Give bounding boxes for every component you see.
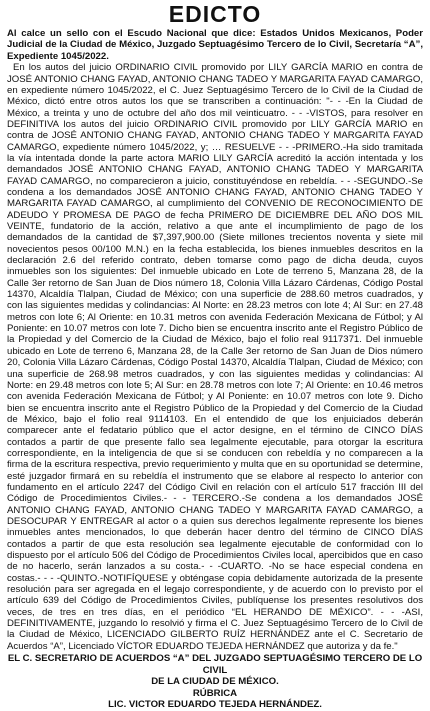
signature-line-3: RÚBRICA: [192, 687, 238, 699]
edicto-title: EDICTO: [168, 1, 262, 27]
signature-block: [7, 653, 423, 711]
edicto-header: Al calce un sello con el Escudo Nacional que dice: Estados Unidos Mexicanos, Poder Judicial de la Ciudad de México, Juzgado Septuagésimo Tercero de lo Civil, Secretaría “A”, Expediente 1045/2022.: [7, 28, 423, 62]
signature-line-2: DE LA CIUDAD DE MÉXICO.: [151, 676, 279, 688]
signature-line-4: LIC. VICTOR EDUARDO TEJEDA HERNÁNDEZ.: [108, 699, 322, 711]
edicto-body: En los autos del juicio ORDINARIO CIVIL promovido por LILY GARCÍA MARIO en contra de JOSÉ ANTONIO CHANG FAYAD, ANTONIO CHANG TADEO Y MARGARITA FAYAD CAMARGO, en expediente número 1045/2022, el C. Juez Septuagésimo Tercero de lo Civil de la Ciudad de México, dictó entre otros autos los que se transcriben a continuación: "- - -En la Ciudad de México, a treinta y uno de octubre del año dos mil veinticuatro. - - -VISTOS, para resolver en DEFINITIVA los autos del juicio ORDINARIO CIVIL promovido por LILY GARCÍA MARIO en contra de JOSÉ ANTONIO CHANG FAYAD, ANTONIO CHANG TADEO Y MARGARITA FAYAD CAMARGO, expediente número 1045/2022, y; … RESUELVE - - -PRIMERO.-Ha sido tramitada la vía intentada donde la parte actora MARIO LILY GARCÍA acreditó la acción intentada y los demandados JOSÉ ANTONIO CHANG FAYAD, ANTONIO CHANG TADEO Y MARGARITA FAYAD CAMARGO, no comparecieron a juicio, constituyéndose en rebeldía. - - -SEGUNDO.-Se condena a los demandados JOSÉ ANTONIO CHANG FAYAD, ANTONIO CHANG TADEO Y MARGARITA FAYAD CAMARGO, al cumplimiento del CONVENIO DE RECONOCIMIENTO DE ADEUDO Y PROMESA DE PAGO de fecha PRIMERO DE DICIEMBRE DEL AÑO DOS MIL VEINTE, fundatorio de la acción, relativo a que ante el incumplimiento de pago de los demandados de la cantidad de $7,397,900.00 (Siete millones trecientos noventa y siete mil novecientos pesos 00/100 M.N.) en la fecha establecida, los bienes inmuebles descritos en la declaración 2.6 del referido contrato, deben tomarse como pago de dicha deuda, cuyos inmuebles son los siguientes: Del inmueble ubicado en Lote de terreno 5, Manzana 28, de la Calle 3er retorno de San Juan de Dios número 18, Colonia Villa Lázaro Cárdenas, Código Postal 14370, Alcaldía Tlalpan, Ciudad de México; con una superficie de 288.60 metros cuadrados, y con las siguientes medidas y colindancias: Al Norte: en 28.23 metros con lote 4; Al Sur: en 27.48 metros con lote 6; Al Oriente: en 10.31 metros con avenida Federación Mexicana de Fútbol; y Al Poniente: en 10.07 metros con lote 7. Dicho bien se encuentra inscrito ante el Registro Público de la Propiedad y del Comercio de la Ciudad de México, bajo el folio real 9117371. Del inmueble ubicado en Lote de terreno 6, Manzana 28, de la Calle 3er retorno de San Juan de Dios número 20, Colonia Villa Lázaro Cárdenas, Código Postal 14370, Alcaldía Tlalpan, Ciudad de México; con una superficie de 268.98 metros cuadrados, y con las siguientes medidas y colindancias: Al Norte: en 29.48 metros con lote 5; Al Sur: en 28.78 metros con lote 7; Al Oriente: en 10.46 metros con avenida Federación Mexicana de Fútbol; y Al Poniente: en 10.07 metros con lote 9. Dicho bien se encuentra inscrito ante el Registro Público de la Propiedad y del Comercio de la Ciudad de México, bajo el folio real 9114103. En el entendido de que los enjuiciados deberán comparecer ante el fedatario público que el actor designe, en el término de CINCO DÍAS contados a partir de que presente fallo sea legalmente ejecutable, para otorgar la escritura correspondiente, en la inteligencia de que si se conducen con rebeldía y no comparecen a la firma de la escritura respectiva, previo requerimiento y multa que en su oportunidad se determine, esté juzgador firmará en su rebeldía el instrumento que se elabore al respecto lo anterior con fundamento en el artículo 2247 del Código Civil en relación con el artículo 517 fracción III del Código de Procedimientos Civiles.- - - TERCERO.-Se condena a los demandados JOSÉ ANTONIO CHANG FAYAD, ANTONIO CHANG TADEO Y MARGARITA FAYAD CAMARGO, a DESOCUPAR Y ENTREGAR al actor o a quien sus derechos legalmente represente los bienes inmuebles antes mencionados, lo que deberán hacer dentro del término de CINCO DÍAS contados a partir de que esta resolución sea legalmente ejecutable de conformidad con lo dispuesto por el artículo 506 del Código de Procedimientos Civiles local, apercibidos que en caso de no hacerlo, serán lanzados a su costa.- - -CUARTO. -No se hace especial condena en costas.- - - -QUINTO.-NOTIFÍQUESE y obténgase copia debidamente autorizada de la presente resolución para ser agregada en el legajo correspondiente, y de acuerdo con lo previsto por el artículo 639 del Código de Procedimientos Civiles, publíquense los presentes resolutivos dos veces, de tres en tres días, en el periódico “EL HERANDO DE MÉXICO”. - - -ASI, DEFINITIVAMENTE, juzgando lo resolvió y firma el C. Juez Septuagésimo Tercero de lo Civil de la Ciudad de México, LICENCIADO GILBERTO RUÍZ HERNÁNDEZ ante el C. Secretario de Acuerdos “A”, Licenciado VÍCTOR EDUARDO TEJEDA HERNÁNDEZ que autoriza y da fe.": [7, 62, 423, 652]
signature-line-1: EL C. SECRETARIO DE ACUERDOS “A” DEL JUZGADO SEPTUAGÉSIMO TERCERO DE LO CIVIL: [7, 653, 423, 676]
